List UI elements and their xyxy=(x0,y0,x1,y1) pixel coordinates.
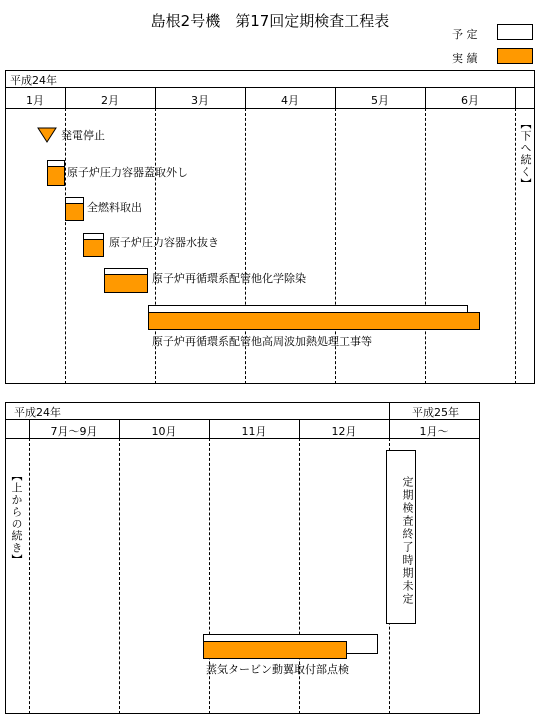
panel2-grid-line xyxy=(29,438,30,714)
continue-from-above-note: 【上からの続き】 xyxy=(10,470,23,566)
task-actual-bar xyxy=(148,312,480,330)
task-label: 原子炉圧力容器蓋取外し xyxy=(67,166,188,179)
panel2-month-label: 1月～ xyxy=(419,425,449,438)
panel1-month-label: 5月 xyxy=(371,94,389,107)
panel1-grid-line xyxy=(425,108,426,384)
task-label: 原子炉圧力容器水抜き xyxy=(109,236,219,249)
legend-actual-swatch xyxy=(497,48,533,64)
panel1-month-label: 1月 xyxy=(26,94,44,107)
task-label: 全燃料取出 xyxy=(87,201,142,214)
legend-planned-swatch xyxy=(497,24,533,40)
panel2-month-label: 7月～9月 xyxy=(50,425,98,438)
task-actual-bar xyxy=(65,203,84,221)
legend-actual-label: 実 績 xyxy=(452,52,478,65)
inspection-end-note: 定期検査終了時期未定 xyxy=(386,450,416,624)
panel1-era-divider xyxy=(5,87,535,88)
task-actual-bar xyxy=(47,166,65,186)
panel2-month-label: 12月 xyxy=(331,425,357,438)
panel1-month-label: 6月 xyxy=(461,94,479,107)
panel2-era-left-label: 平成24年 xyxy=(14,406,61,419)
panel2-month-label: 11月 xyxy=(241,425,267,438)
panel2-era-sep xyxy=(389,402,390,419)
milestone-label: 発電停止 xyxy=(61,129,105,142)
panel1-grid-line xyxy=(65,108,66,384)
task-actual-bar xyxy=(83,239,104,257)
legend-planned-label: 予 定 xyxy=(452,28,478,41)
panel1-month-label: 3月 xyxy=(191,94,209,107)
page-title: 島根2号機 第17回定期検査工程表 xyxy=(150,12,390,30)
task-label: 原子炉再循環系配管他高周波加熱処理工事等 xyxy=(152,335,372,348)
panel2-month-label: 10月 xyxy=(151,425,177,438)
panel1-era-label: 平成24年 xyxy=(10,74,57,87)
triangle-down-icon xyxy=(37,127,57,143)
panel1-month-label: 4月 xyxy=(281,94,299,107)
panel1-grid-line xyxy=(515,108,516,384)
task-actual-bar xyxy=(104,274,148,293)
panel2-era-divider xyxy=(5,419,480,420)
continue-below-note: 【下へ続く】 xyxy=(519,118,532,190)
task-label: 原子炉再循環系配管他化学除染 xyxy=(152,272,306,285)
panel2-era-right-label: 平成25年 xyxy=(412,406,459,419)
panel1-header-divider xyxy=(5,108,535,109)
task-label: 蒸気タービン動翼取付部点検 xyxy=(206,663,349,676)
panel1-month-sep xyxy=(515,87,516,108)
panel1-month-label: 2月 xyxy=(101,94,119,107)
task-actual-bar xyxy=(203,641,347,659)
panel2-grid-line xyxy=(119,438,120,714)
